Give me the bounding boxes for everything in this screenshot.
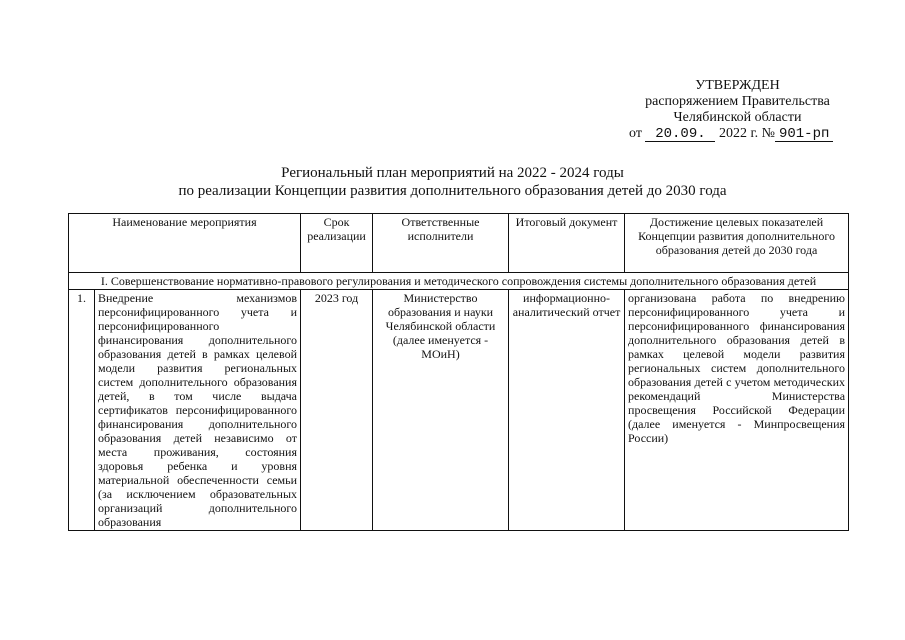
approval-heading: УТВЕРЖДЕН [695,78,780,93]
row-name: Внедрение механизмов персонифицированного учета и персонифицированного финансирования дополнительного образования детей в рамках целевой модели развития региональных систем дополнительного образования детей, в том числе выдача сертификатов персонифицированного финансирования дополнительного образования детей независимо от места проживания, состояния здоровья ребенка и уровня материальной обеспеченности семьи (за исключением образовательных организаций дополнительного образования [95,290,301,531]
row-period: 2023 год [301,290,373,531]
row-achievement: организована работа по внедрению персонифицированного учета и персонифицированного финансирования дополнительного образования детей в рамках целевой модели развития региональных систем дополнительного образования детей с учетом методических рекомендаций Министерства просвещения Российской Федерации (далее именуется - Минпросвещения России) [625,290,849,531]
date-prefix: от [629,126,642,141]
row-executors: Министерство образования и науки Челябинской области (далее именуется - МОиН) [373,290,509,531]
approval-line-2: распоряжением Правительства [645,94,830,109]
table-row [69,290,849,531]
approval-line-3: Челябинской области [673,110,802,125]
header-name: Наименование мероприятия [69,214,301,273]
section-row [69,273,849,290]
row-document: информационно-аналитический отчет [509,290,625,531]
title-line-2: по реализации Концепции развития дополнительного образования детей до 2030 года [178,183,727,199]
header-document: Итоговый документ [509,214,625,273]
document-title [0,164,905,200]
header-period: Срок реализации [301,214,373,273]
order-number: 901-рп [775,127,833,142]
date-value: 20.09. [645,127,715,142]
row-number: 1. [69,290,95,531]
approval-stamp [615,78,860,142]
table-header-row [69,214,849,273]
plan-table [68,213,849,531]
title-line-1: Региональный план мероприятий на 2022 - 2024 годы [281,165,624,181]
header-executors: Ответственные исполнители [373,214,509,273]
approval-date-line [615,126,860,142]
year-text: 2022 г. № [718,126,775,141]
section-title: I. Совершенствование нормативно-правового регулирования и методического сопровождения системы дополнительного образования детей [69,273,849,290]
header-achievement: Достижение целевых показателей Концепции развития дополнительного образования детей до 2030 года [625,214,849,273]
